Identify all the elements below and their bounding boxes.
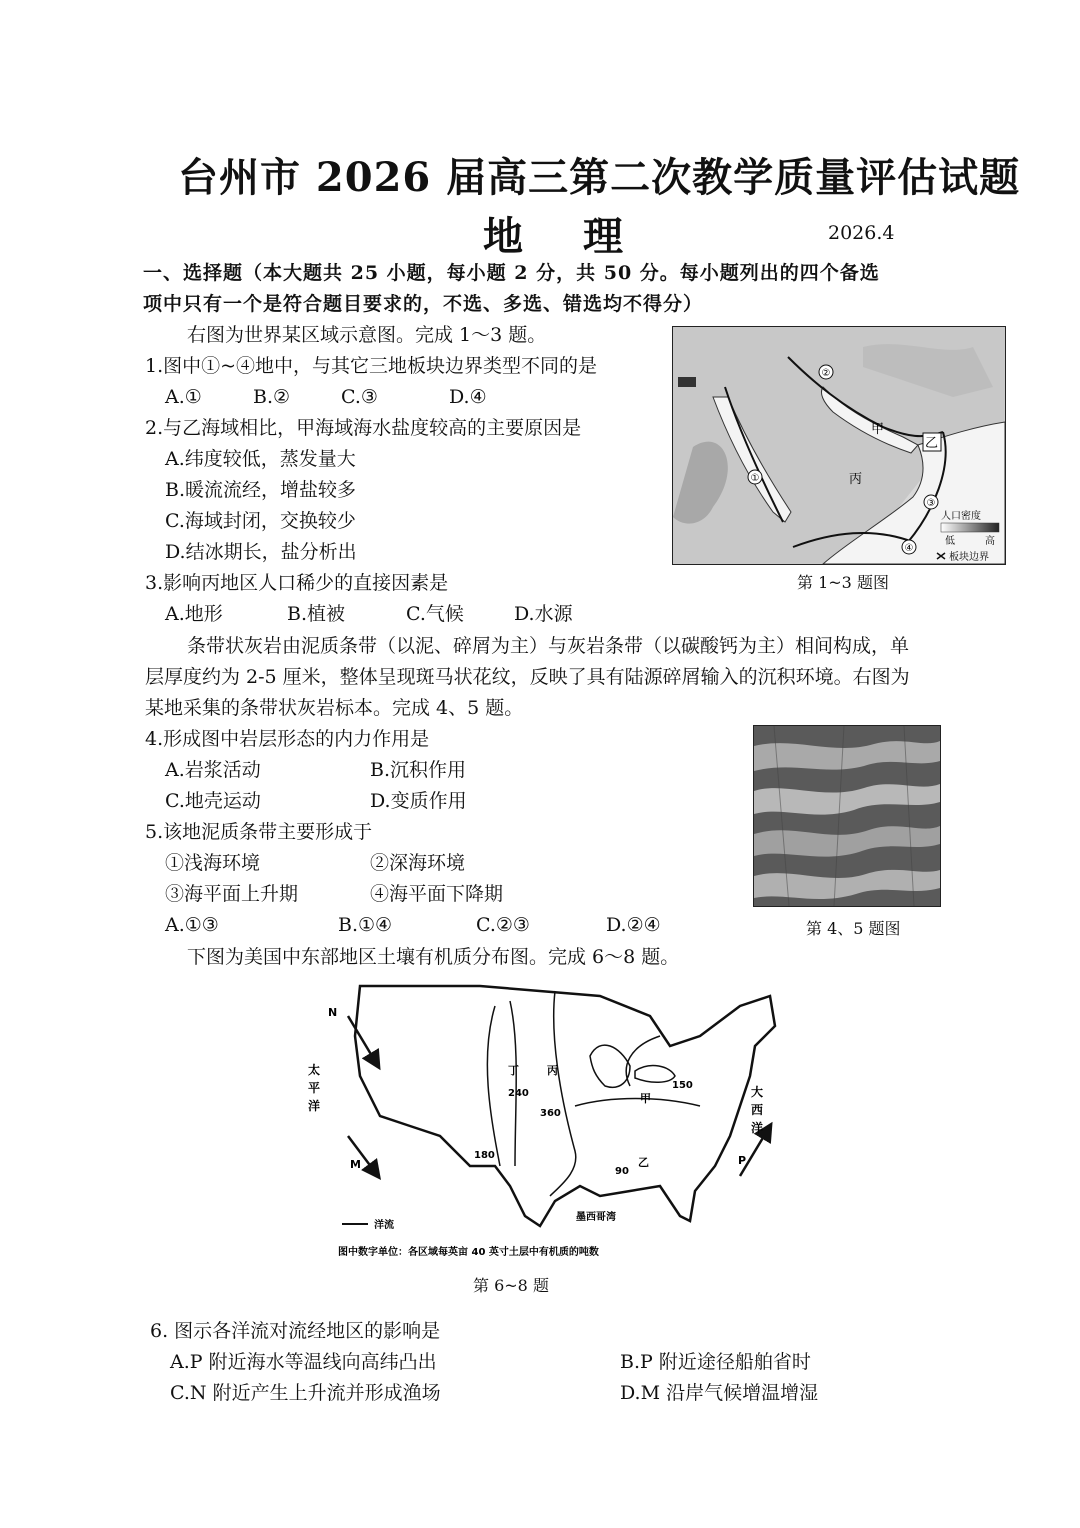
q2-stem: 2.与乙海域相比，甲海域海水盐度较高的主要原因是 (145, 417, 582, 439)
region-map-figure (672, 326, 1006, 565)
value-90: 90 (615, 1166, 629, 1177)
q1-option-c: C.③ (341, 386, 378, 408)
q3-stem: 3.影响丙地区人口稀少的直接因素是 (145, 572, 449, 594)
current-label-m: M (350, 1158, 361, 1171)
q5-stem: 5.该地泥质条带主要形成于 (145, 821, 373, 843)
group2-para-line3: 某地采集的条带状灰岩标本。完成 4、5 题。 (145, 697, 524, 719)
group2-para-line1: 条带状灰岩由泥质条带（以泥、碎屑为主）与灰岩条带（以碳酸钙为主）相间构成，单 (187, 635, 910, 657)
q2-option-a: A.纬度较低，蒸发量大 (165, 448, 356, 470)
map-note: 图中数字单位：各区域每英亩 40 英寸土层中有机质的吨数 (338, 1247, 599, 1258)
q3-option-b: B.植被 (287, 603, 346, 625)
q1-option-d: D.④ (449, 386, 487, 408)
q4-stem: 4.形成图中岩层形态的内力作用是 (145, 728, 430, 750)
fig1-caption: 第 1~3 题图 (797, 573, 889, 592)
legend-low: 低 (945, 536, 955, 547)
legend-boundary: 板块边界 (949, 552, 989, 563)
exam-date: 2026.4 (828, 222, 895, 244)
q1-stem: 1.图中①~④地中，与其它三地板块边界类型不同的是 (145, 355, 598, 377)
q3-option-a: A.地形 (165, 603, 223, 625)
q3-option-d: D.水源 (514, 603, 573, 625)
value-240: 240 (508, 1088, 529, 1099)
limestone-texture (754, 726, 940, 906)
value-150: 150 (672, 1080, 693, 1091)
current-label-n: N (328, 1006, 338, 1019)
q6-option-c: C.N 附近产生上升流并形成渔场 (170, 1382, 441, 1404)
map-label-jia: 甲 (871, 422, 885, 437)
atlantic-label-3: 洋 (751, 1121, 764, 1135)
q4-option-b: B.沉积作用 (370, 759, 467, 781)
q4-option-d: D.变质作用 (370, 790, 467, 812)
legend-current: 洋流 (374, 1220, 394, 1231)
q6-stem: 6. 图示各洋流对流经地区的影响是 (150, 1320, 441, 1342)
region-yi: 乙 (638, 1156, 649, 1169)
pacific-label-2: 平 (308, 1081, 321, 1095)
q1-option-b: B.② (253, 386, 291, 408)
legend-population: 人口密度 (941, 511, 981, 522)
us-soil-map-figure (300, 976, 790, 1262)
map-label-1: ① (750, 473, 760, 484)
map-label-bing: 丙 (849, 472, 863, 487)
section-heading-line1: 一、选择题（本大题共 25 小题，每小题 2 分，共 50 分。每小题列出的四个备选 (143, 262, 880, 284)
value-360: 360 (540, 1108, 561, 1119)
exam-title: 台州市 2026 届高三第二次教学质量评估试题 (178, 154, 1021, 201)
legend-high: 高 (985, 536, 995, 547)
subject-title: 地理 (483, 213, 683, 260)
q2-option-d: D.结冰期长，盐分析出 (165, 541, 357, 563)
q5-item-2: ②深海环境 (370, 852, 466, 874)
q1-option-a: A.① (165, 386, 202, 408)
q5-option-a: A.①③ (165, 914, 219, 936)
pacific-label-3: 洋 (308, 1099, 321, 1113)
section-heading-line2: 项中只有一个是符合题目要求的，不选、多选、错选均不得分） (143, 293, 704, 315)
group1-intro: 右图为世界某区域示意图。完成 1～3 题。 (187, 324, 547, 346)
fig3-caption: 第 6~8 题 (473, 1276, 549, 1295)
limestone-photo (753, 725, 941, 907)
map-label-2: ② (821, 368, 831, 379)
region-bing: 丙 (547, 1064, 558, 1077)
q5-option-c: C.②③ (476, 914, 530, 936)
region-map (673, 327, 1005, 564)
map-label-4: ④ (904, 543, 914, 554)
q5-item-1: ①浅海环境 (165, 852, 261, 874)
group3-intro: 下图为美国中东部地区土壤有机质分布图。完成 6～8 题。 (187, 946, 680, 968)
q4-option-c: C.地壳运动 (165, 790, 261, 812)
q5-option-d: D.②④ (606, 914, 661, 936)
q2-option-b: B.暖流流经，增盐较多 (165, 479, 357, 501)
pacific-label-1: 太 (308, 1063, 321, 1077)
current-label-p: P (738, 1154, 747, 1167)
q3-option-c: C.气候 (406, 603, 464, 625)
q5-item-3: ③海平面上升期 (165, 883, 299, 905)
fig2-caption: 第 4、5 题图 (806, 919, 901, 938)
value-180: 180 (474, 1150, 495, 1161)
q6-option-a: A.P 附近海水等温线向高纬凸出 (170, 1351, 437, 1373)
q2-option-c: C.海域封闭，交换较少 (165, 510, 356, 532)
q6-option-b: B.P 附近途径船舶省时 (620, 1351, 811, 1373)
q5-item-4: ④海平面下降期 (370, 883, 504, 905)
map-label-yi: 乙 (925, 436, 939, 451)
region-jia: 甲 (640, 1092, 651, 1105)
q5-option-b: B.①④ (338, 914, 393, 936)
group2-para-line2: 层厚度约为 2-5 厘米，整体呈现斑马状花纹，反映了具有陆源碎屑输入的沉积环境。右图为 (145, 666, 910, 688)
atlantic-label-1: 大 (751, 1085, 764, 1099)
atlantic-label-2: 西 (751, 1103, 764, 1117)
gulf-label: 墨西哥湾 (576, 1212, 616, 1223)
q4-option-a: A.岩浆活动 (165, 759, 261, 781)
q6-option-d: D.M 沿岸气候增温增湿 (620, 1382, 819, 1404)
region-ding: 丁 (508, 1064, 519, 1077)
us-soil-map (300, 976, 790, 1262)
map-label-3: ③ (926, 498, 936, 509)
